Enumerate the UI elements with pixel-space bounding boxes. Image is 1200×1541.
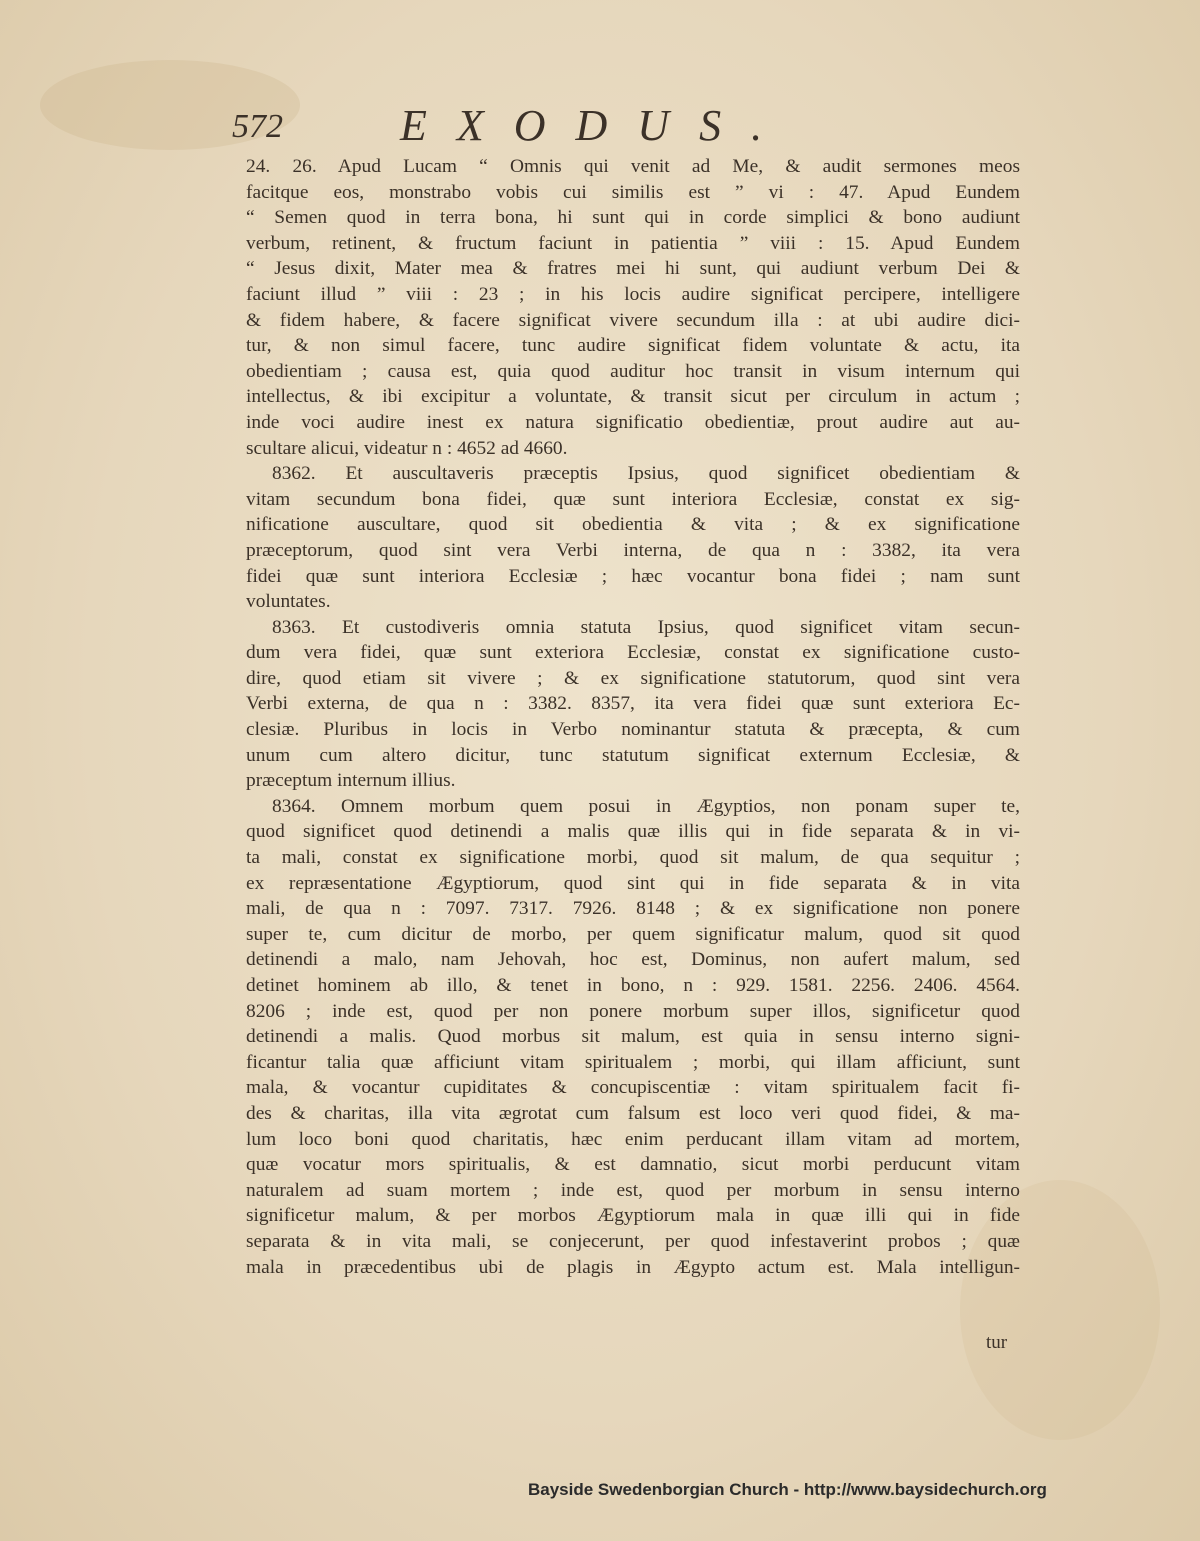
text-line: verbum, retinent, & fructum faciunt in patientia ” viii : 15. Apud Eundem: [246, 232, 1020, 254]
text-line: separata & in vita mali, se conjecerunt, per quod infestaverint probos ; quæ: [246, 1230, 1020, 1252]
text-line: “ Semen quod in terra bona, hi sunt qui in corde simplici & bono audiunt: [246, 207, 1020, 229]
paragraph-start-8363: 8363. Et custodiveris omnia statuta Ipsius, quod significet vitam secun-: [272, 616, 1020, 638]
text-line: detinendi a malo, nam Jehovah, hoc est, Dominus, non aufert malum, sed: [246, 949, 1020, 971]
text-line: facitque eos, monstrabo vobis cui similis est ” vi : 47. Apud Eundem: [246, 181, 1020, 203]
text-line: super te, cum dicitur de morbo, per quem significatur malum, quod sit quod: [246, 923, 1020, 945]
text-line: mali, de qua n : 7097. 7317. 7926. 8148 ; & ex significatione non ponere: [246, 898, 1020, 920]
text-line: præceptum internum illius.: [246, 770, 456, 792]
text-line: fidei quæ sunt interiora Ecclesiæ ; hæc vocantur bona fidei ; nam sunt: [246, 565, 1020, 587]
text-line: ex repræsentatione Ægyptiorum, quod sint qui in fide separata & in vita: [246, 872, 1020, 894]
text-line: naturalem ad suam mortem ; inde est, quod per morbum in sensu interno: [246, 1179, 1020, 1201]
text-line: “ Jesus dixit, Mater mea & fratres mei hi sunt, qui audiunt verbum Dei &: [246, 258, 1020, 280]
text-line: intellectus, & ibi excipitur a voluntate, & transit sicut per circulum in actum ;: [246, 386, 1020, 408]
text-line: lum loco boni quod charitatis, hæc enim perducant illam vitam ad mortem,: [246, 1128, 1020, 1150]
catchword: tur: [986, 1332, 1008, 1353]
text-line: voluntates.: [246, 591, 331, 613]
text-line: tur, & non simul facere, tunc audire significat fidem voluntate & actu, ita: [246, 335, 1020, 357]
text-line: præceptorum, quod sint vera Verbi interna, de qua n : 3382, ita vera: [246, 539, 1020, 561]
text-line: Verbi externa, de qua n : 3382. 8357, ita vera fidei quæ sunt exteriora Ec-: [246, 693, 1020, 715]
text-line: nificatione auscultare, quod sit obedientia & vita ; & ex significatione: [246, 514, 1020, 536]
running-title: EXODUS.: [400, 101, 793, 150]
paragraph-start-8364: 8364. Omnem morbum quem posui in Ægyptios, non ponam super te,: [272, 795, 1020, 817]
text-line: des & charitas, illa vita ægrotat cum falsum est loco veri quod fidei, & ma-: [246, 1102, 1020, 1124]
text-line: mala in præcedentibus ubi de plagis in Ægypto actum est. Mala intelligun-: [246, 1256, 1020, 1278]
text-line: quæ vocatur mors spiritualis, & est damnatio, sicut morbi perducunt vitam: [246, 1154, 1020, 1176]
text-line: & fidem habere, & facere significat vivere secundum illa : at ubi audire dici-: [246, 309, 1020, 331]
text-line: scultare alicui, videatur n : 4652 ad 4660.: [246, 437, 568, 459]
text-line: clesiæ. Pluribus in locis in Verbo nominantur statuta & præcepta, & cum: [246, 719, 1020, 741]
text-line: faciunt illud ” viii : 23 ; in his locis audire significat percipere, intelligere: [246, 283, 1020, 305]
text-line: 24. 26. Apud Lucam “ Omnis qui venit ad Me, & audit sermones meos: [246, 156, 1020, 177]
text-line: dire, quod etiam sit vivere ; & ex significatione statutorum, quod sint vera: [246, 667, 1020, 689]
text-line: unum cum altero dicitur, tunc statutum significat externum Ecclesiæ, &: [246, 744, 1020, 766]
text-line: obedientiam ; causa est, quia quod auditur hoc transit in visum internum qui: [246, 360, 1020, 382]
paragraph-start-8362: 8362. Et auscultaveris præceptis Ipsius, quod significet obedientiam &: [272, 463, 1020, 485]
text-line: mala, & vocantur cupiditates & concupiscentiæ : vitam spiritualem facit fi-: [246, 1077, 1020, 1099]
text-line: ta mali, constat ex significatione morbi, quod sit malum, de qua sequitur ;: [246, 847, 1020, 869]
text-line: detinendi a malis. Quod morbus sit malum, est quia in sensu interno signi-: [246, 1026, 1020, 1048]
text-line: ficantur talia quæ afficiunt vitam spiritualem ; morbi, qui illam afficiunt, sunt: [246, 1051, 1020, 1073]
page-number: 572: [232, 108, 283, 145]
source-watermark: Bayside Swedenborgian Church - http://www.baysidechurch.org: [528, 1480, 1047, 1499]
text-line: quod significet quod detinendi a malis quæ illis qui in fide separata & in vi-: [246, 821, 1020, 843]
text-line: dum vera fidei, quæ sunt exteriora Ecclesiæ, constat ex significatione custo-: [246, 642, 1020, 664]
text-line: vitam secundum bona fidei, quæ sunt interiora Ecclesiæ, constat ex sig-: [246, 488, 1020, 510]
body-text: [246, 154, 1020, 1280]
text-line: detinet hominem ab illo, & tenet in bono, n : 929. 1581. 2256. 2406. 4564.: [246, 975, 1020, 996]
text-line: 8206 ; inde est, quod per non ponere morbum super illos, significetur quod: [246, 1000, 1020, 1022]
text-line: significetur malum, & per morbos Ægyptiorum mala in quæ illi qui in fide: [246, 1205, 1020, 1227]
text-line: inde voci audire inest ex natura significatio obedientiæ, prout audire aut au-: [246, 411, 1020, 433]
